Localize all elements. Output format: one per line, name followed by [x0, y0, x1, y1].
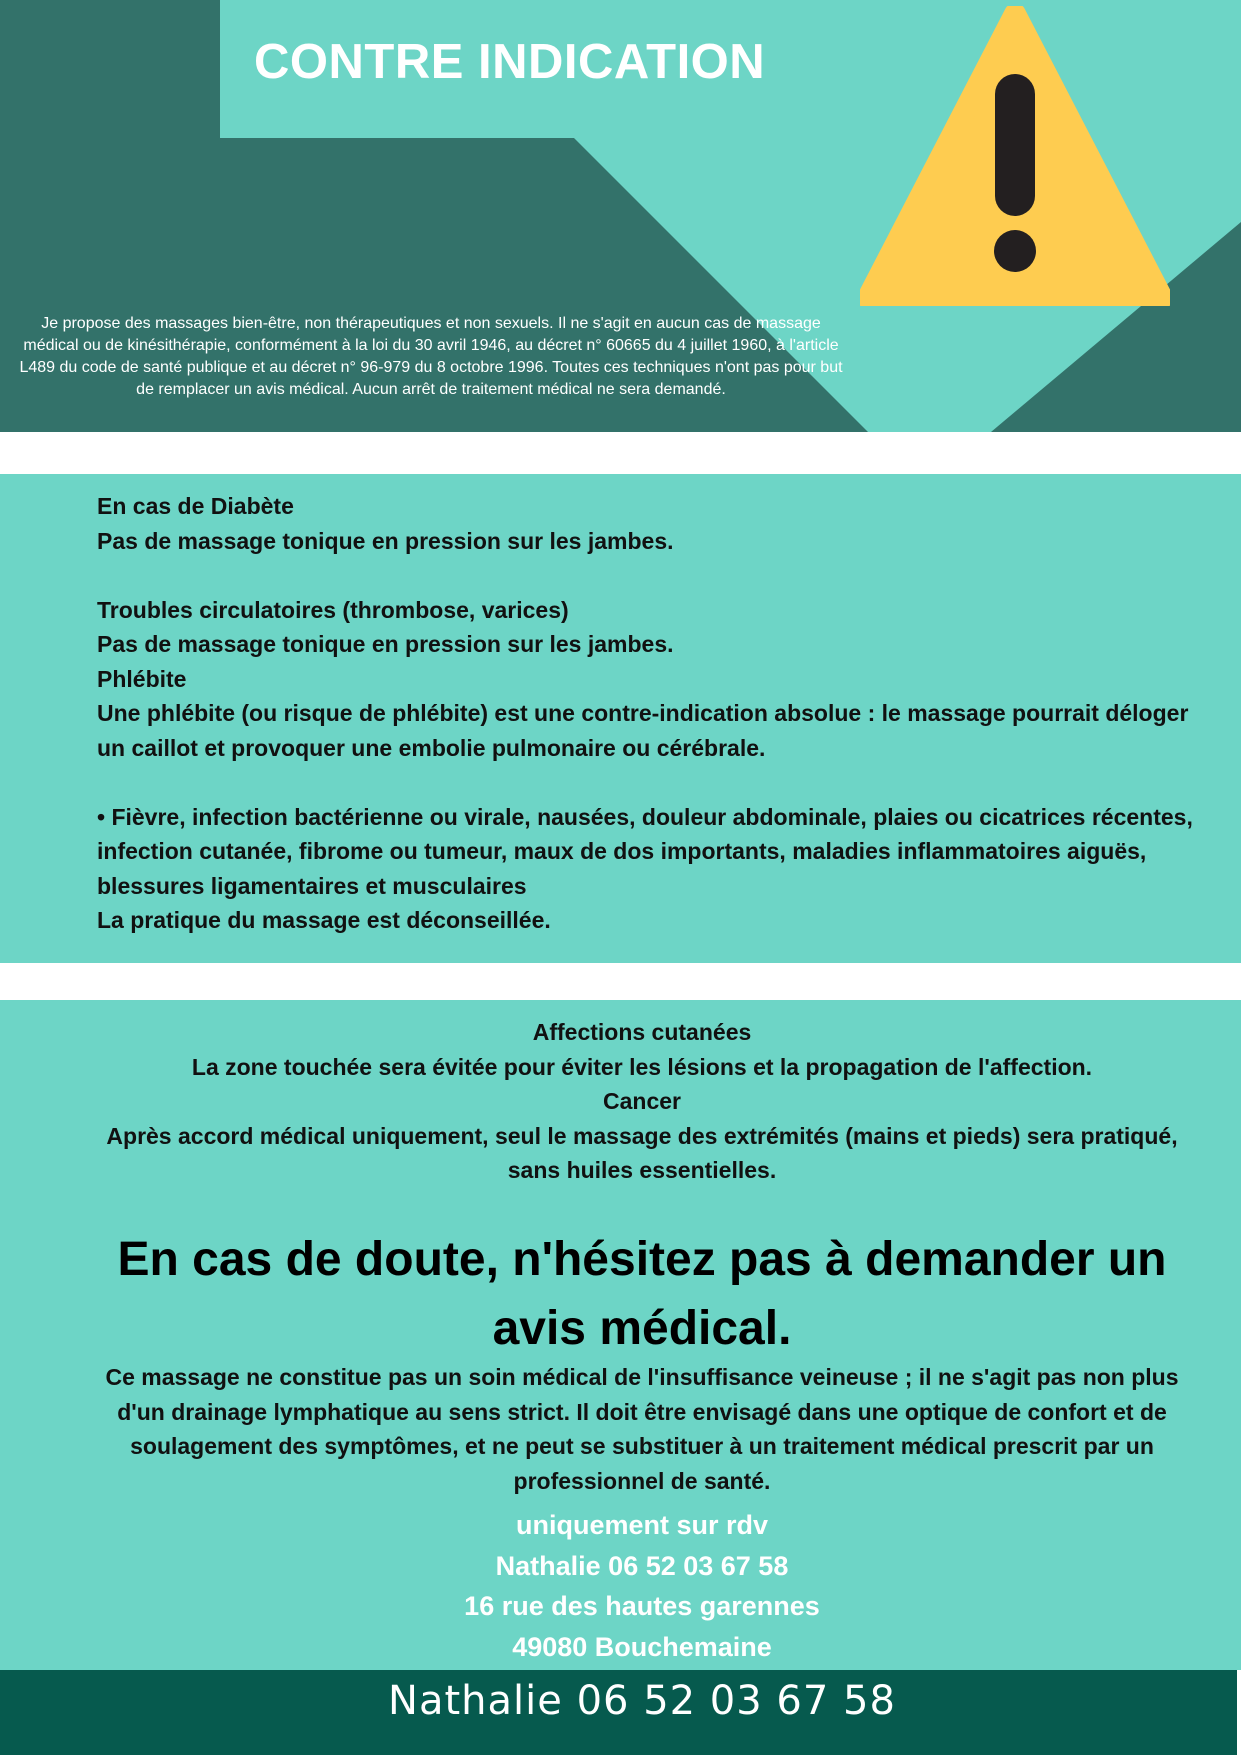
- warning-triangle-icon: [860, 6, 1170, 306]
- circulatory-heading: Troubles circulatoires (thrombose, varices): [97, 596, 569, 623]
- intro-line: médical ou de kinésithérapie, conformément à la loi du 30 avril 1946, au décret n° 60665 du 4 juillet 1960, à l'article: [23, 337, 839, 354]
- intro-line: L489 du code de santé publique et au décret n° 96-979 du 8 octobre 1996. Toutes ces techniques n'ont pas pour but: [19, 359, 843, 376]
- contact-phone: Nathalie 06 52 03 67 58: [495, 1550, 789, 1581]
- skin-conditions-text: La zone touchée sera évitée pour éviter les lésions et la propagation de l'affection.: [191, 1053, 1093, 1080]
- cancer-heading: Cancer: [603, 1088, 681, 1114]
- phlebitis-heading: Phlébite: [97, 665, 187, 692]
- medical-advice-callout: En cas de doute, n'hésitez pas à demander un avis médical.: [117, 1233, 1167, 1355]
- footer-phone: Nathalie 06 52 03 67 58: [388, 1678, 896, 1724]
- disclaimer-text: Ce massage ne constitue pas un soin médical de l'insuffisance veineuse ; il ne s'agit pas non plus d'un drainage lymphatique au sens strict. Il doit être envisagé dans une optique de confort et de soulagement des symptômes, et ne peut se substituer à un traitement médical prescrit par un professionnel de santé.: [105, 1364, 1179, 1494]
- fever-list: • Fièvre, infection bactérienne ou virale, nausées, douleur abdominale, plaies ou cicatrices récentes, infection cutanée, fibrome ou tumeur, maux de dos importants, maladies inflammatoires aiguës, blessures ligamentaires et musculaires: [97, 803, 1193, 899]
- intro-line: de remplacer un avis médical. Aucun arrêt de traitement médical ne sera demandé.: [136, 381, 726, 398]
- contraindications-section: [0, 474, 1241, 963]
- additional-info-section: [0, 1000, 1241, 1670]
- diabetes-text: Pas de massage tonique en pression sur les jambes.: [97, 527, 674, 554]
- contact-address: 16 rue des hautes garennes: [464, 1591, 820, 1621]
- page-title: CONTRE INDICATION: [254, 35, 766, 89]
- intro-line: Je propose des massages bien-être, non thérapeutiques et non sexuels. Il ne s'agit en aucun cas de massage: [41, 315, 821, 332]
- header-banner: [0, 0, 1241, 432]
- intro-paragraph: [0, 313, 862, 401]
- appointment-note: uniquement sur rdv: [515, 1510, 769, 1540]
- footer-bar: [0, 1670, 1237, 1755]
- circulatory-text: Pas de massage tonique en pression sur les jambes.: [97, 631, 674, 657]
- contact-city: 49080 Bouchemaine: [512, 1631, 772, 1662]
- fever-conclusion: La pratique du massage est déconseillée.: [97, 907, 551, 933]
- cancer-text: Après accord médical uniquement, seul le massage des extrémités (mains et pieds) sera pratiqué, sans huiles essentielles.: [106, 1122, 1178, 1183]
- skin-conditions-heading: Affections cutanées: [532, 1019, 752, 1045]
- phlebitis-text: Une phlébite (ou risque de phlébite) est une contre-indication absolue : le massage pourrait déloger un caillot et provoquer une embolie pulmonaire ou cérébrale.: [97, 700, 1189, 761]
- diabetes-heading: En cas de Diabète: [97, 493, 294, 519]
- contact-block: [0, 1505, 1241, 1667]
